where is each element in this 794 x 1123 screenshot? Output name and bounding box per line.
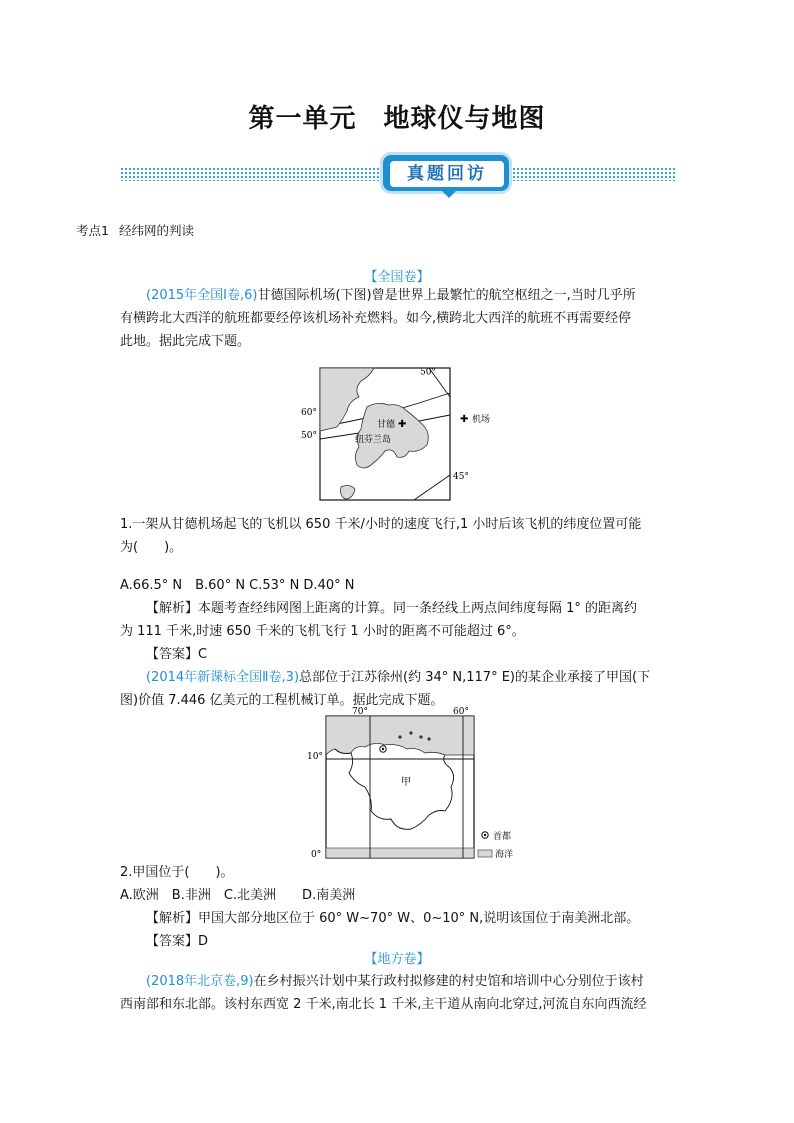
map2-lon-60: 60° (453, 707, 469, 717)
map-country-jia (307, 707, 525, 863)
legend-capital-label: 首都 (493, 832, 512, 842)
q1-options: A.66.5° N B.60° N C.53° N D.40° N (120, 578, 355, 593)
section-name: 经纬网的判读 (118, 223, 194, 238)
q2-question (120, 861, 676, 953)
q2-options: A.欧洲 B.非洲 C.北美洲 D.南美洲 (120, 888, 356, 903)
map1-lat-45: 45° (453, 472, 469, 482)
map1-lat-50-top: 50° (420, 367, 436, 378)
q2-source: (2014年新课标全国Ⅱ卷,3) (146, 670, 300, 685)
section-label: 考点1 (76, 223, 109, 238)
legend-ocean-swatch (478, 850, 492, 857)
q1-stem-line3: 此地。据此完成下题。 (120, 334, 251, 349)
q2-stem-line1: 总部位于江苏徐州(约 34° N,117° E)的某企业承接了甲国(下 (299, 670, 651, 685)
map-newfoundland (301, 367, 505, 503)
q2-stem-line2: 图)价值 7.446 亿美元的工程机械订单。据此完成下题。 (120, 693, 444, 708)
q1-analysis-line1: 【解析】本题考查经纬网图上距离的计算。同一条经线上两点间纬度每隔 1° 的距离约 (146, 601, 638, 616)
q1-question-line2: 为( )。 (120, 540, 183, 555)
section-badge-label: 真题回访 (389, 160, 505, 188)
q1-stem-line2: 有横跨北大西洋的航班都要经停该机场补充燃料。如今,横跨北大西洋的航班不再需要经停 (120, 311, 632, 326)
page-title: 第一单元 地球仪与地图 (248, 104, 546, 134)
q2-analysis: 【解析】甲国大部分地区位于 60° W~70° W、0~10° N,说明该国位于南美洲北部。 (146, 911, 640, 926)
map1-city: 甘德 (377, 420, 396, 430)
dotted-rule-left (120, 167, 382, 181)
map2-lat-0: 0° (311, 850, 322, 860)
map1-lat-50: 50° (301, 431, 317, 441)
q1-analysis-line2: 为 111 千米,时速 650 千米的飞机飞行 1 小时的距离不可能超过 6°。 (120, 624, 525, 639)
airport-icon: ✚ (398, 419, 407, 430)
heading-local: 【地方卷】 (364, 952, 430, 967)
legend-airport-label: 机场 (472, 415, 491, 425)
section-heading (76, 221, 204, 239)
q1-stem-line1: 甘德国际机场(下图)曾是世界上最繁忙的航空枢纽之一,当时几乎所 (257, 288, 636, 303)
q1-answer: 【答案】C (146, 647, 208, 662)
badge-pointer (442, 191, 456, 198)
map1-island: 纽芬兰岛 (355, 435, 392, 445)
q3-stem-line2: 西南部和东北部。该村东西宽 2 千米,南北长 1 千米,主干道从南向北穿过,河流自东向西流经 (120, 997, 647, 1012)
heading-national: 【全国卷】 (364, 270, 430, 285)
legend-ocean-label: 海洋 (495, 850, 514, 860)
q1-question (120, 513, 676, 559)
q3-stem (120, 970, 676, 1016)
dotted-rule-right (512, 167, 676, 181)
legend-airport-icon: ✚ (460, 414, 469, 425)
q1-source: (2015年全国Ⅰ卷,6) (146, 288, 258, 303)
map2-lon-70: 70° (352, 707, 368, 717)
q3-stem-line1: 在乡村振兴计划中某行政村拟修建的村史馆和培训中心分别位于该村 (253, 974, 644, 989)
q1-stem (120, 284, 676, 353)
q1-question-line1: 1.一架从甘德机场起飞的飞机以 650 千米/小时的速度飞行,1 小时后该飞机的纬度位置可能 (120, 517, 642, 532)
q1-analysis (120, 597, 676, 712)
q2-answer: 【答案】D (146, 934, 209, 949)
map2-lat-10: 10° (307, 752, 323, 762)
map2-country-label: 甲 (401, 777, 411, 788)
q3-source: (2018年北京卷,9) (146, 974, 254, 989)
map1-lat-60: 60° (301, 408, 317, 418)
q2-question-text: 2.甲国位于( )。 (120, 865, 234, 880)
